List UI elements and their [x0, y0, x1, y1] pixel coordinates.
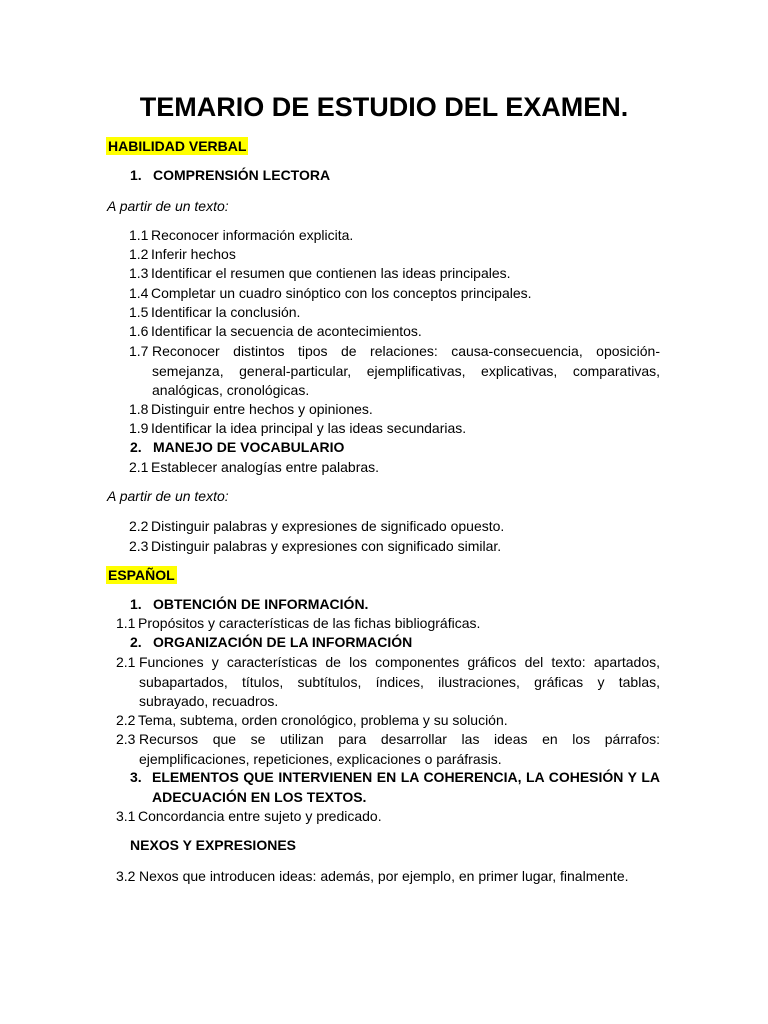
- heading-number: 3.: [130, 769, 142, 785]
- item-text: Establecer analogías entre palabras.: [151, 459, 380, 475]
- heading-number: 2.: [130, 634, 142, 650]
- subheading-nexos: NEXOS Y EXPRESIONES: [130, 837, 296, 853]
- heading-number: 2.: [130, 439, 142, 455]
- heading-text: OBTENCIÓN DE INFORMACIÓN.: [153, 596, 369, 612]
- item-number: 1.3: [129, 265, 149, 281]
- item-text: Tema, subtema, orden cronológico, problema y su solución.: [138, 712, 508, 728]
- item-text: Reconocer información explicita.: [151, 227, 354, 243]
- heading-text: ORGANIZACIÓN DE LA INFORMACIÓN: [153, 634, 413, 650]
- item-number: 3.1: [116, 808, 136, 824]
- list-item: [129, 400, 768, 420]
- heading-text: ELEMENTOS QUE INTERVIENEN EN LA COHERENCIA, LA COHESIÓN Y LA ADECUACIÓN EN LOS TEXTOS.: [152, 769, 660, 805]
- item-number: 1.7: [129, 343, 149, 359]
- item-number: 2.3: [116, 731, 136, 747]
- item-text: Propósitos y características de las fichas bibliográficas.: [138, 615, 481, 631]
- item-text: Distinguir entre hechos y opiniones.: [151, 401, 373, 417]
- item-text: Identificar la conclusión.: [151, 304, 301, 320]
- item-number: 2.2: [116, 712, 136, 728]
- section-label-espanol: ESPAÑOL: [108, 567, 175, 583]
- list-item: [116, 614, 768, 634]
- item-text: Distinguir palabras y expresiones de significado opuesto.: [151, 518, 505, 534]
- item-number: 1.6: [129, 323, 149, 339]
- item-number: 3.2: [116, 868, 136, 884]
- item-number: 1.9: [129, 420, 149, 436]
- list-item: [129, 245, 768, 265]
- list-item: [129, 419, 768, 439]
- heading-manejo-vocabulario: [130, 438, 344, 458]
- item-text: Concordancia entre sujeto y predicado.: [138, 808, 382, 824]
- list-item: [129, 284, 768, 304]
- heading-organizacion-informacion: [130, 633, 412, 653]
- item-text: Reconocer distintos tipos de relaciones: causa-consecuencia, oposición-semejanza, general-particular, ejemplificativas, explicativas, comparativas, analógicas, cronológicas.: [152, 343, 660, 398]
- item-text: Identificar la secuencia de acontecimientos.: [151, 323, 422, 339]
- intro-text: A partir de un texto:: [107, 198, 229, 214]
- item-number: 1.5: [129, 304, 149, 320]
- list-item-wrapped: [116, 653, 660, 712]
- heading-number: 1.: [130, 167, 142, 183]
- item-number: 1.1: [129, 227, 149, 243]
- heading-elementos-coherencia: [130, 768, 660, 807]
- list-item: [129, 322, 768, 342]
- list-item: [129, 226, 768, 246]
- list-item: [129, 517, 768, 537]
- item-number: 1.1: [116, 615, 136, 631]
- list-item: [129, 458, 768, 478]
- heading-text: MANEJO DE VOCABULARIO: [153, 439, 345, 455]
- heading-number: 1.: [130, 596, 142, 612]
- item-text: Distinguir palabras y expresiones con significado similar.: [151, 538, 502, 554]
- list-item: [116, 711, 768, 731]
- item-number: 2.1: [116, 654, 136, 670]
- list-item-wrapped: [116, 867, 660, 887]
- item-number: 2.1: [129, 459, 149, 475]
- item-text: Identificar el resumen que contienen las ideas principales.: [151, 265, 511, 281]
- intro-text: A partir de un texto:: [107, 488, 229, 504]
- item-text: Nexos que introducen ideas: además, por ejemplo, en primer lugar, finalmente.: [139, 868, 629, 884]
- item-number: 1.4: [129, 285, 149, 301]
- page-title: TEMARIO DE ESTUDIO DEL EXAMEN.: [139, 92, 629, 122]
- list-item: [129, 264, 768, 284]
- heading-comprension-lectora: [130, 166, 330, 186]
- item-number: 2.3: [129, 538, 149, 554]
- list-item-wrapped: [116, 730, 660, 769]
- heading-text: COMPRENSIÓN LECTORA: [153, 167, 331, 183]
- section-label-habilidad-verbal: HABILIDAD VERBAL: [108, 138, 247, 154]
- item-number: 1.2: [129, 246, 149, 262]
- item-text: Recursos que se utilizan para desarrollar las ideas en los párrafos: ejemplificaciones, repeticiones, explicaciones o paráfrasis.: [139, 731, 660, 767]
- item-number: 1.8: [129, 401, 149, 417]
- list-item: [116, 807, 768, 827]
- list-item: [129, 303, 768, 323]
- heading-obtencion-informacion: [130, 595, 368, 615]
- list-item: [129, 537, 768, 557]
- item-number: 2.2: [129, 518, 149, 534]
- list-item-wrapped: [129, 342, 660, 401]
- item-text: Inferir hechos: [151, 246, 236, 262]
- item-text: Identificar la idea principal y las ideas secundarias.: [151, 420, 467, 436]
- item-text: Funciones y características de los componentes gráficos del texto: apartados, subapartados, títulos, subtítulos, índices, ilustraciones, gráficas y tablas, subrayado, recuadros.: [139, 654, 660, 709]
- item-text: Completar un cuadro sinóptico con los conceptos principales.: [151, 285, 532, 301]
